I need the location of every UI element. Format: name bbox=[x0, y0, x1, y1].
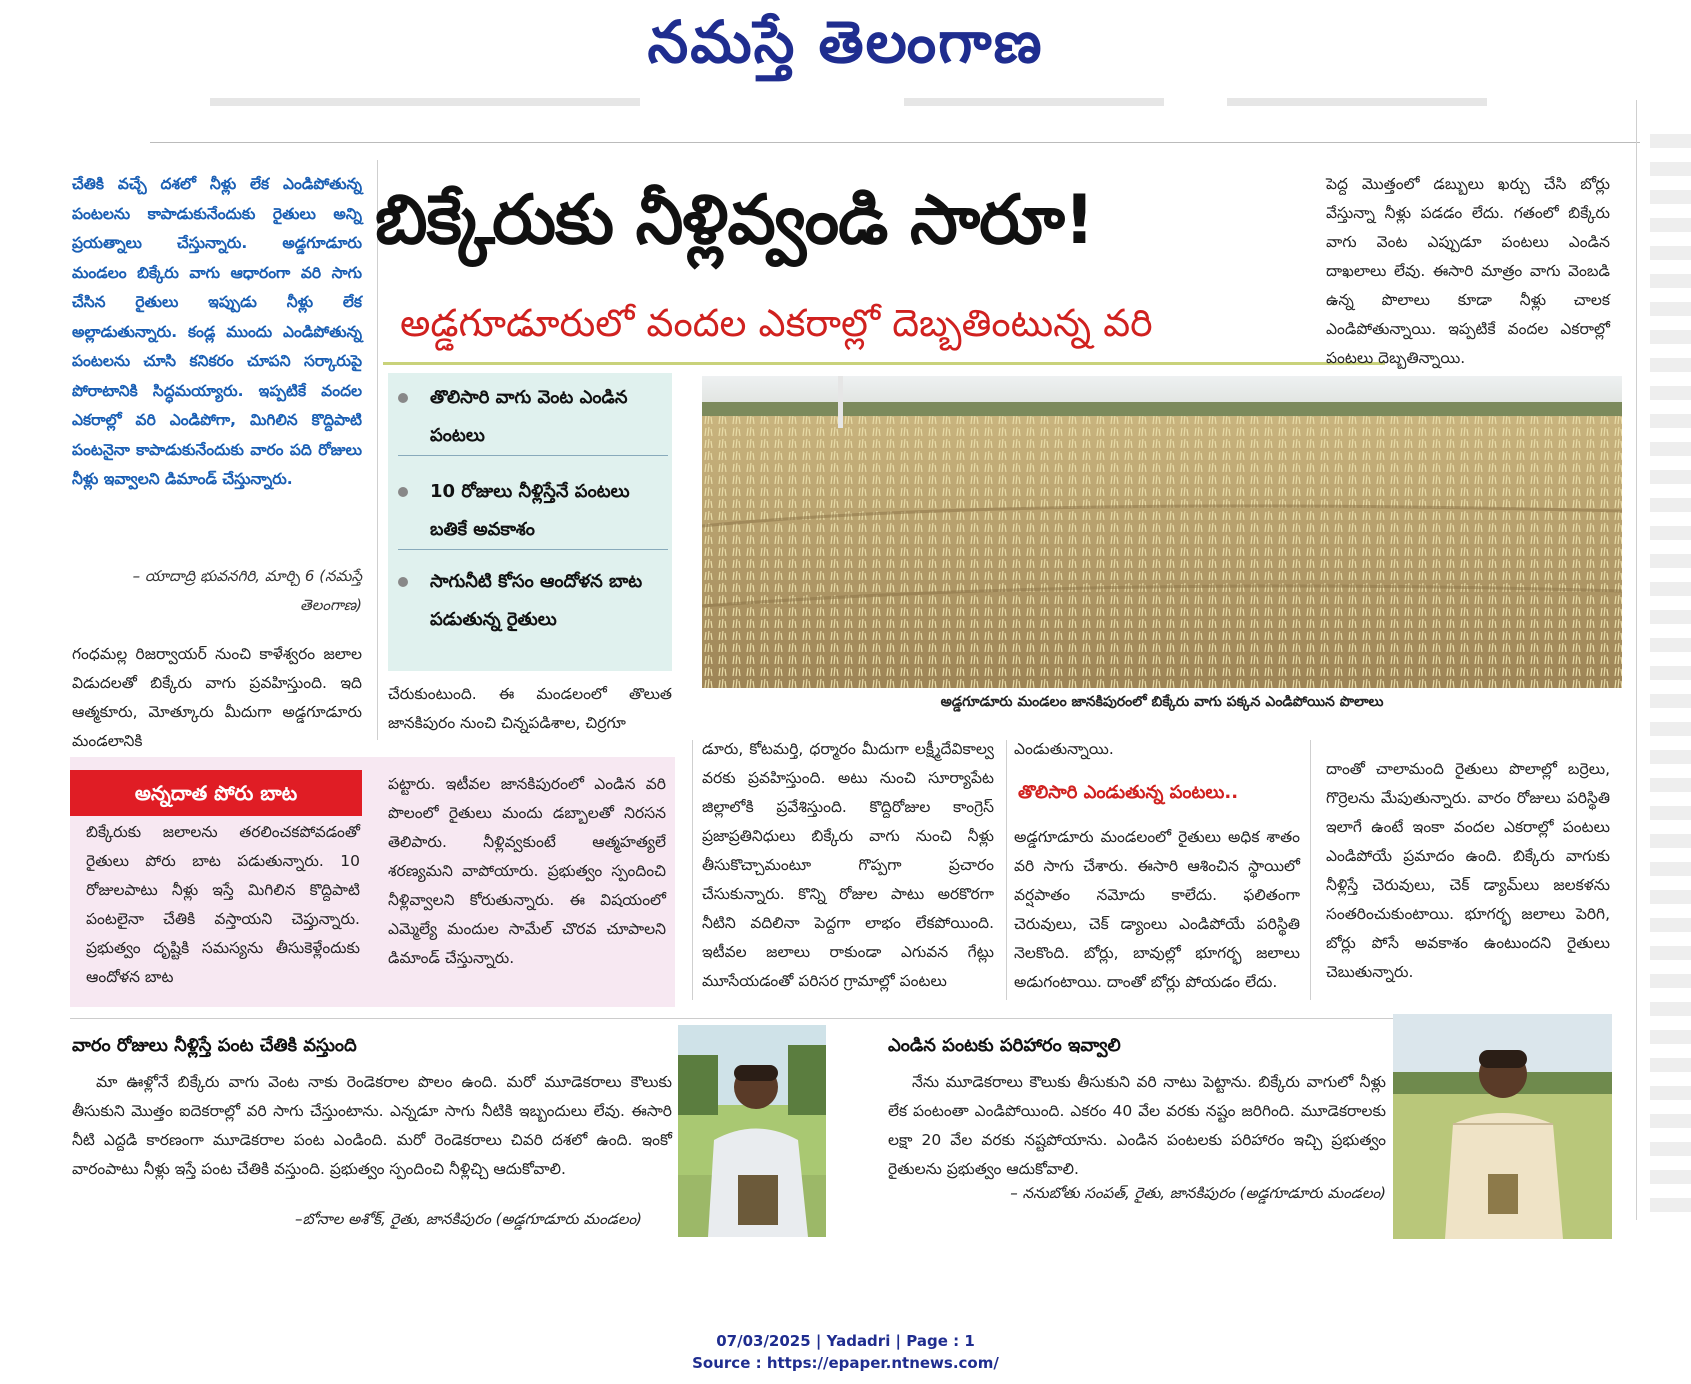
right-clipped-column bbox=[1650, 120, 1691, 1220]
column-divider bbox=[1310, 740, 1311, 1000]
column-subheading: తొలిసారి ఎండుతున్న పంటలు.. bbox=[1018, 782, 1239, 803]
body-column-1: గంధమల్ల రిజర్వాయర్ నుంచి కాళేశ్వరం జలాల విడుదలతో బిక్కేరు వాగు ప్రవహిస్తుంది. ఇది ఆత్మకూరు, మోత్కూరు మీదుగా అడ్డగూడూరు మండలానికి bbox=[72, 645, 362, 750]
section-rule bbox=[70, 1018, 1610, 1019]
dateline: – యాదాద్రి భువనగిరి, మార్చి 6 (నమస్తే తెలంగాణ) bbox=[132, 567, 362, 614]
footer-source-link[interactable]: Source : https://epaper.ntnews.com/ bbox=[692, 1354, 999, 1372]
sidebar-text: బిక్కేరుకు జలాలను తరలించకపోవడంతో రైతులు పోరు బాట పడుతున్నారు. 10 రోజులపాటు నీళ్లు ఇస్తే మిగిలిన కొద్దిపాటి పంటలైనా చేతికి వస్తాయని చెప్తున్నారు. ప్రభుత్వం దృష్టికి సమస్యను తీసుకెళ్లేందుకు ఆందోళన బాట bbox=[86, 823, 360, 986]
body-column-2-top: చేరుకుంటుంది. ఈ మండలంలో తొలుత జానకిపురం నుంచి చిన్నపడిశాల, చిర్రగూ bbox=[388, 685, 672, 732]
body-column-5: దాంతో చాలామంది రైతులు పొలాల్లో బర్రెలు, గొర్రెలను మేపుతున్నారు. వారం రోజులు పరిస్థితి ఇలాగే ఉంటే ఇంకా వందల ఎకరాల్లో పంటలు ఎండిపోయే ప్రమాదం ఉంది. బిక్కేరు వాగుకు నీళ్లిస్తే చెరువులు, చెక్ డ్యామ్‌లు జలకళను సంతరించుకుంటాయి. భూగర్భ జలాలు పెరిగి, బోర్లు పోసే అవకాశం ఉంటుందని రైతులు చెబుతున్నారు. bbox=[1326, 760, 1610, 981]
highlights-box bbox=[388, 373, 672, 671]
highlight-item: సాగునీటి కోసం ఆందోళన బాట పడుతున్న రైతులు bbox=[398, 563, 668, 639]
photo-caption: అడ్డగూడూరు మండలం జానకిపురంలో బిక్కేరు వాగు పక్కన ఎండిపోయిన పొలాలు bbox=[940, 694, 1384, 710]
subheadline-rule bbox=[383, 362, 1385, 365]
top-right-paragraph: పెద్ద మొత్తంలో డబ్బులు ఖర్చు చేసి బోర్లు వేస్తున్నా నీళ్లు పడడం లేదు. గతంలో బిక్కేరు వాగు వెంట ఎప్పుడూ పంటలు ఎండిన దాఖలాలు లేవు. ఈసారి మాత్రం వాగు వెంబడి ఉన్న పొలాలు కూడా నీళ్లు చాలక ఎండిపోతున్నాయి. ఇప్పటికే వందల ఎకరాల్లో పంటలు దెబ్బతిన్నాయి. bbox=[1326, 175, 1610, 367]
body-column-4-lead: ఎండుతున్నాయి. bbox=[1014, 740, 1114, 758]
bullet-dot-icon bbox=[398, 393, 408, 403]
right-column-divider bbox=[1636, 100, 1637, 1220]
body-column-2: పట్టారు. ఇటీవల జానకిపురంలో ఎండిన వరి పొలంలో రైతులు మందు డబ్బాలతో నిరసన తెలిపారు. నీళ్లివ్వకుంటే ఆత్మహత్యలే శరణ్యమని వాపోయారు. ప్రభుత్వం స్పందించి నీళ్లివ్వాలని కోరుతున్నారు. ఈ విషయంలో ఎమ్మెల్యే మందుల సామేల్ చొరవ చూపాలని డిమాండ్ చేస్తున్నారు. bbox=[388, 775, 666, 967]
lead-paragraph: చేతికి వచ్చే దశలో నీళ్లు లేక ఎండిపోతున్న పంటలను కాపాడుకునేందుకు రైతులు అన్ని ప్రయత్నాలు చేస్తున్నారు. అడ్డగూడూరు మండలం బిక్కేరు వాగు ఆధారంగా వరి సాగు చేసిన రైతులు ఇప్పుడు నీళ్లు లేక అల్లాడుతున్నారు. కండ్ల ముందు ఎండిపోతున్న పంటలను చూసి కనికరం చూపని సర్కారుపై పోరాటానికి సిద్ధమయ్యారు. ఇప్పటికే వందల ఎకరాల్లో వరి ఎండిపోగా, మిగిలిన కొద్దిపాటి పంటనైనా కాపాడుకునేందుకు వారం పది రోజులు నీళ్లు ఇవ్వాలని డిమాండ్ చేస్తున్నారు. bbox=[72, 175, 362, 488]
footer-date-line: 07/03/2025 | Yadadri | Page : 1 bbox=[716, 1332, 975, 1350]
footer bbox=[0, 1330, 1691, 1374]
headline: బిక్కేరుకు నీళ్లివ్వండి సారూ! bbox=[375, 181, 1094, 260]
bullet-dot-icon bbox=[398, 487, 408, 497]
quote-heading-1: వారం రోజులు నీళ్లిస్తే పంట చేతికి వస్తుంది bbox=[72, 1035, 357, 1056]
column-divider bbox=[1006, 740, 1007, 1000]
quote-body-2: నేను మూడెకరాలు కౌలుకు తీసుకుని వరి నాటు పెట్టాను. బిక్కేరు వాగులో నీళ్లు లేక పంటంతా ఎండిపోయింది. ఎకరం 40 వేల వరకు నష్టం జరిగింది. మూడెకరాలకు లక్షా 20 వేల వరకు నష్టపోయాను. ఎండిన పంటలకు పరిహారం ఇచ్చి ప్రభుత్వం రైతులను ప్రభుత్వం ఆదుకోవాలి. bbox=[888, 1073, 1386, 1178]
sidebar-title: అన్నదాత పోరు బాట bbox=[70, 770, 362, 816]
column-divider bbox=[692, 740, 693, 1000]
body-column-4: అడ్డగూడూరు మండలంలో రైతులు అధిక శాతం వరి సాగు చేశారు. ఈసారి ఆశించిన స్థాయిలో వర్షపాతం నమోదు కాలేదు. ఫలితంగా చెరువులు, చెక్ డ్యాంలు ఎండిపోయే పరిస్థితి నెలకొంది. బోర్లు, బావుల్లో భూగర్భ జలాలు అడుగంటాయి. దాంతో బోర్లు పోయడం లేదు. bbox=[1014, 828, 1300, 991]
bullet-dot-icon bbox=[398, 577, 408, 587]
highlight-item: తొలిసారి వాగు వెంట ఎండిన పంటలు bbox=[398, 379, 668, 456]
body-column-3: డూరు, కోటమర్తి, ధర్మారం మీదుగా లక్ష్మీదేవికాల్వ వరకు ప్రవహిస్తుంది. అటు నుంచి సూర్యాపేట జిల్లాలోకి ప్రవేశిస్తుంది. కొద్దిరోజుల కాంగ్రెస్ ప్రజాప్రతినిధులు బిక్కేరు వాగు నుంచి నీళ్లు తీసుకొచ్చామంటూ గొప్పగా ప్రచారం చేసుకున్నారు. కొన్ని రోజుల పాటు అరకొరగా నీటిని వదిలినా పెద్దగా లాభం లేకపోయింది. ఇటీవల జలాలు రాకుండా ఎగువన గేట్లు మూసేయడంతో పరిసర గ్రామాల్లో పంటలు bbox=[702, 740, 994, 990]
farmer-photo-1 bbox=[678, 1025, 826, 1237]
quote-signature-2: – ననుబోతు సంపత్, రైతు, జానకిపురం (అడ్డగూడూరు మండలం) bbox=[1010, 1184, 1386, 1202]
quote-body-1: మా ఊళ్లోనే బిక్కేరు వాగు వెంట నాకు రెండెకరాల పొలం ఉంది. మరో మూడెకరాలు కౌలుకు తీసుకుని మొత్తం ఐదెకరాల్లో వరి సాగు చేస్తుంటాను. ఎన్నడూ సాగు నీటికి ఇబ్బందులు లేవు. ఈసారి నీటి ఎద్దడి కారణంగా మూడెకరాల పంట ఎండింది. మరో రెండెకరాలు చివరి దశలో ఉంది. ఇంకో వారంపాటు నీళ్లు ఇస్తే పంట చేతికి వస్తుంది. ప్రభుత్వం స్పందించి నీళ్లిచ్చి ఆదుకోవాలి. bbox=[72, 1073, 672, 1178]
clipped-text-strip bbox=[150, 96, 1630, 114]
masthead-logo: నమస్తే తెలంగాణ bbox=[647, 8, 1044, 76]
dried-field-photo bbox=[702, 376, 1622, 688]
farmer-photo-2 bbox=[1393, 1014, 1612, 1239]
subheadline: అడ్డగూడూరులో వందల ఎకరాల్లో దెబ్బతింటున్న వరి bbox=[400, 301, 1153, 345]
quote-heading-2: ఎండిన పంటకు పరిహారం ఇవ్వాలి bbox=[888, 1035, 1121, 1056]
quote-signature-1: –బోనాల అశోక్, రైతు, జానకిపురం (అడ్డగూడూరు మండలం) bbox=[295, 1210, 642, 1228]
highlight-item: 10 రోజులు నీళ్లిస్తేనే పంటలు బతికే అవకాశం bbox=[398, 473, 668, 550]
top-rule bbox=[150, 142, 1640, 143]
